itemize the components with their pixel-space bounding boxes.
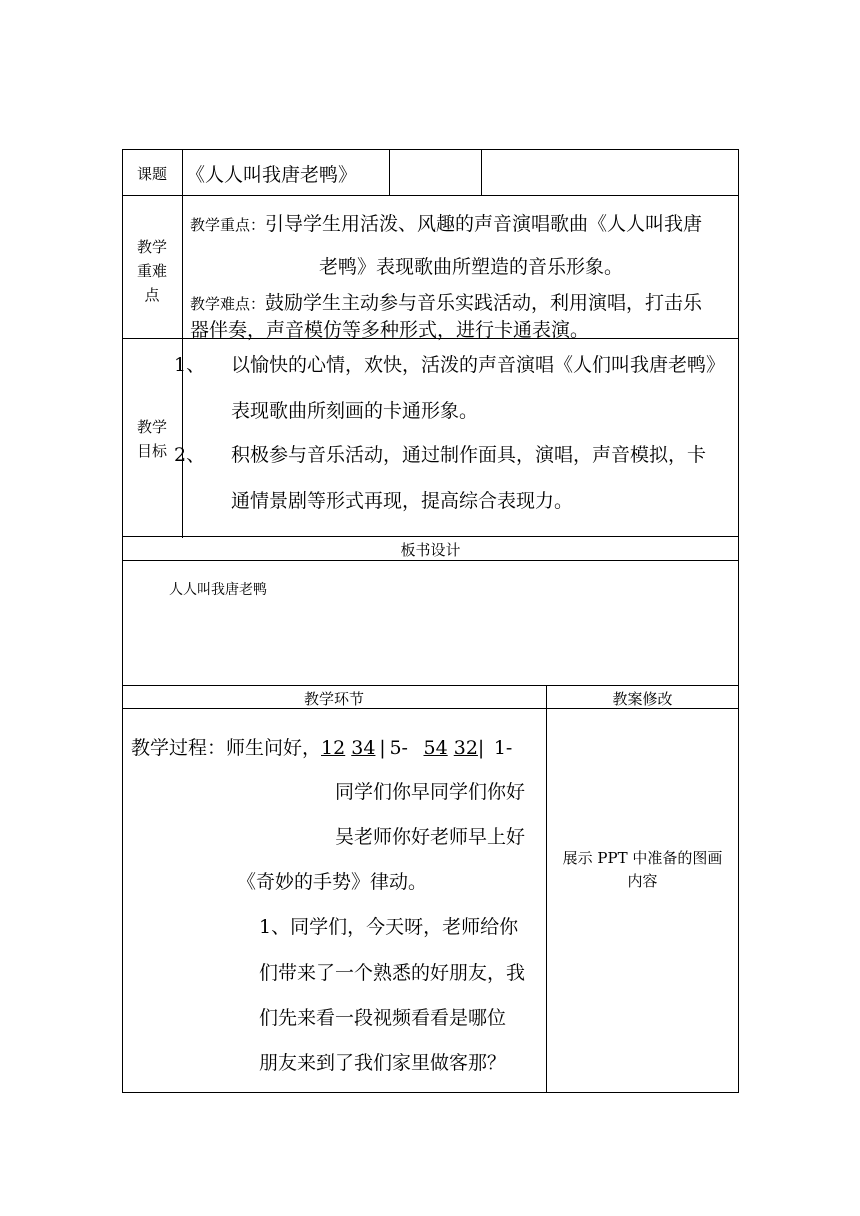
difficult-point-line bbox=[190, 288, 702, 315]
difficult-point-text: 鼓励学生主动参与音乐实践活动，利用演唱，打击乐 bbox=[265, 292, 703, 314]
step-1-line-1: 1、同学们，今天呀，老师给你 bbox=[259, 916, 519, 938]
rhythm-activity: 《奇妙的手势》律动。 bbox=[237, 871, 428, 893]
notation-1: 1- bbox=[493, 737, 513, 759]
process-intro: 教学过程：师生问好， bbox=[131, 737, 322, 759]
process-intro-line: 教学过程：师生问好，12 34 | 5- 54 32| 1- bbox=[131, 737, 513, 759]
step-1-line-2: 们带来了一个熟悉的好朋友，我 bbox=[259, 962, 526, 984]
notation-32: 32 bbox=[453, 737, 478, 759]
notation-54: 54 bbox=[423, 737, 448, 759]
row-divider bbox=[122, 560, 739, 561]
key-point-text: 引导学生用活泼、风趣的声音演唱歌曲《人人叫我唐 bbox=[265, 213, 703, 235]
key-point-line bbox=[190, 209, 702, 236]
difficult-point-continued: 器伴奏，声音模仿等多种形式，进行卡通表演。 bbox=[190, 319, 590, 341]
teaching-steps-header: 教学环节 bbox=[303, 690, 364, 708]
row-divider bbox=[122, 195, 739, 196]
lesson-title: 《人人叫我唐老鸭》 bbox=[186, 164, 358, 186]
revision-note-line-2: 内容 bbox=[627, 872, 658, 890]
label-goals-line1: 教学 bbox=[136, 418, 167, 436]
title-cell-divider bbox=[389, 149, 390, 195]
goal-1-continued: 表现歌曲所刻画的卡通形象。 bbox=[231, 400, 479, 422]
title-cell-divider bbox=[481, 149, 482, 195]
label-focus-line2: 重难 bbox=[136, 262, 167, 280]
key-point-label: 教学重点： bbox=[190, 216, 266, 234]
goal-1-number: 1、 bbox=[174, 354, 206, 376]
goal-2-text: 积极参与音乐活动，通过制作面具，演唱，声音模拟，卡 bbox=[231, 444, 707, 466]
label-topic: 课题 bbox=[136, 165, 167, 183]
notation-12: 12 bbox=[321, 737, 346, 759]
plan-revision-header: 教案修改 bbox=[612, 690, 673, 708]
notation-34: 34 bbox=[351, 737, 376, 759]
board-design-content: 人人叫我唐老鸭 bbox=[169, 582, 267, 598]
goal-2-continued: 通情景剧等形式再现，提高综合表现力。 bbox=[231, 490, 574, 512]
label-focus-line1: 教学 bbox=[136, 238, 167, 256]
label-focus-line3: 点 bbox=[144, 286, 160, 304]
notation-5: 5- bbox=[389, 737, 408, 759]
step-1-line-3: 们先来看一段视频看看是哪位 bbox=[259, 1007, 507, 1029]
row-divider bbox=[122, 685, 739, 686]
revision-note-line-1: 展示 PPT 中准备的图画 bbox=[562, 849, 723, 867]
lyric-line-1: 同学们你早同学们你好 bbox=[335, 781, 526, 803]
step-1-line-4: 朋友来到了我们家里做客那？ bbox=[259, 1052, 507, 1074]
goal-2-number: 2、 bbox=[174, 444, 206, 466]
goal-1-text: 以愉快的心情，欢快，活泼的声音演唱《人们叫我唐老鸭》 bbox=[231, 354, 726, 376]
key-point-continued: 老鸭》表现歌曲所塑造的音乐形象。 bbox=[319, 256, 624, 278]
row-divider bbox=[122, 536, 739, 537]
lyric-line-2: 吴老师你好老师早上好 bbox=[335, 826, 526, 848]
label-column-divider bbox=[182, 149, 183, 538]
label-goals-line2: 目标 bbox=[136, 442, 167, 460]
difficult-point-label: 教学难点： bbox=[190, 295, 266, 313]
board-design-header: 板书设计 bbox=[400, 541, 461, 559]
